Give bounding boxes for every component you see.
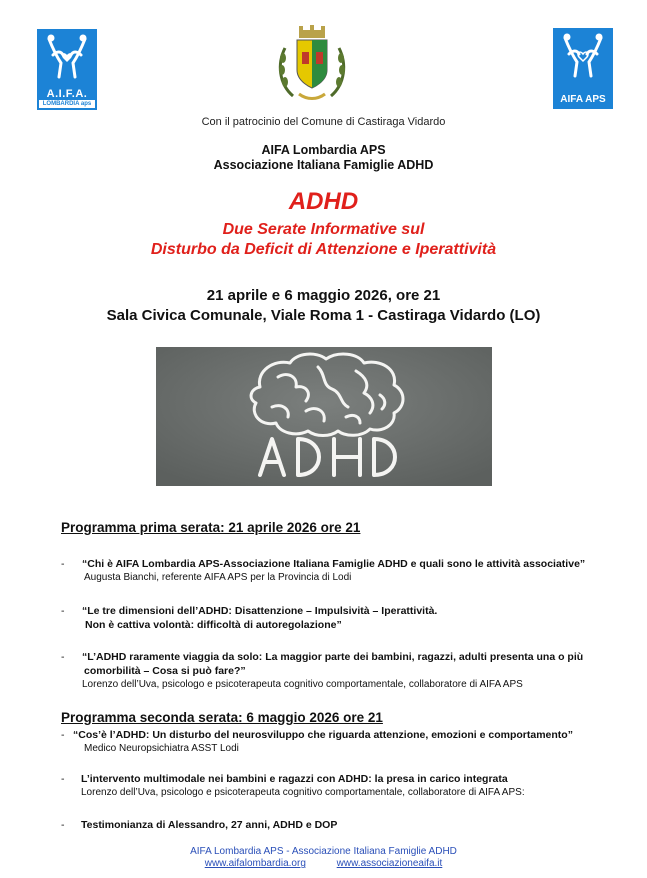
aifa-lombardia-logo [37,29,97,110]
program2-heading: Programma seconda serata: 6 maggio 2026 ore 21 [61,710,383,725]
logo-left-text: A.I.F.A. [46,88,88,100]
program1-item-3: - “L’ADHD raramente viaggia da solo: La maggior parte dei bambini, ragazzi, adulti presenta una o più comorbilità – Cosa si può fare?” Lorenzo dell’Uva, psicologo e psicoterapeuta cognitivo comportamentale, collaboratore di AIFA APS [61,650,621,692]
page-title: ADHD [288,188,359,215]
page-subtitle-line2: Disturbo da Deficit di Attenzione e Iperattività [150,241,497,258]
program2-item-2: - L’intervento multimodale nei bambini e ragazzi con ADHD: la presa in carico integrata Lorenzo dell’Uva, psicologo e psicoterapeuta cognitivo comportamentale, collaboratore di AIFA APS: [61,772,621,800]
adhd-chalkboard-image [156,347,492,486]
aifa-figures-icon [559,32,607,78]
aifa-figures-icon [43,33,91,79]
program1-item-2: - “Le tre dimensioni dell’ADHD: Disattenzione – Impulsività – Iperattività. Non è cattiva volontà: difficoltà di autoregolazione” [61,604,621,632]
page-subtitle-line1: Due Serate Informative sul [222,221,425,238]
program1-item-1: - “Chi è AIFA Lombardia APS-Associazione Italiana Famiglie ADHD e quali sono le attività associative” Augusta Bianchi, referente AIFA APS per la Provincia di Lodi [61,557,621,585]
event-dates: 21 aprile e 6 maggio 2026, ore 21 [206,287,441,304]
program1-heading: Programma prima serata: 21 aprile 2026 ore 21 [61,520,361,535]
logo-right-text: AIFA APS [560,94,606,105]
program2-item-2-title: L’intervento multimodale nei bambini e ragazzi con ADHD: la presa in carico integrata [81,773,508,785]
organization-full-name: Associazione Italiana Famiglie ADHD [213,158,434,172]
footer-links [0,858,647,869]
patronage-text: Con il patrocinio del Comune di Castiraga Vidardo [201,116,446,128]
program2-item-1-speaker: Medico Neuropsichiatra ASST Lodi [84,743,239,754]
footer-organization: AIFA Lombardia APS - Associazione Italiana Famiglie ADHD [190,846,457,857]
program1-item-1-speaker: Augusta Bianchi, referente AIFA APS per la Provincia di Lodi [84,572,352,583]
aifa-aps-logo [553,28,613,109]
program1-item-3-title-cont: comorbilità – Cosa si può fare?” [84,665,246,677]
footer-link-aifalombardia[interactable]: www.aifalombardia.org [204,858,306,869]
footer-link-associazioneaifa[interactable]: www.associazioneaifa.it [336,858,443,869]
program2-item-3: - Testimonianza di Alessandro, 27 anni, ADHD e DOP [61,818,621,832]
event-venue: Sala Civica Comunale, Viale Roma 1 - Castiraga Vidardo (LO) [106,307,541,324]
program1-item-2-title-cont: Non è cattiva volontà: difficoltà di autoregolazione” [85,619,342,631]
program1-item-3-title: “L’ADHD raramente viaggia da solo: La maggior parte dei bambini, ragazzi, adulti presenta una o più [82,651,584,663]
municipal-crest-icon [273,24,351,106]
program1-item-3-speaker: Lorenzo dell’Uva, psicologo e psicoterapeuta cognitivo comportamentale, collaboratore di AIFA APS [82,679,523,690]
organization-name: AIFA Lombardia APS [261,143,386,157]
brain-chalk-icon [156,347,492,486]
logo-left-subtext: LOMBARDIA aps [39,100,95,108]
program2-item-3-title: Testimonianza di Alessandro, 27 anni, ADHD e DOP [81,819,338,831]
program2-item-2-speaker: Lorenzo dell’Uva, psicologo e psicoterapeuta cognitivo comportamentale, collaboratore di AIFA APS: [81,787,525,798]
municipal-crest [273,24,351,106]
program1-item-1-title: “Chi è AIFA Lombardia APS-Associazione Italiana Famiglie ADHD e quali sono le attività associative” [82,558,586,570]
program1-item-2-title: “Le tre dimensioni dell’ADHD: Disattenzione – Impulsività – Iperattività. [82,605,438,617]
program2-item-1-title: “Cos’è l’ADHD: Un disturbo del neurosviluppo che riguarda attenzione, emozioni e comportamento” [73,729,573,741]
program2-item-1: - “Cos’è l’ADHD: Un disturbo del neurosviluppo che riguarda attenzione, emozioni e comportamento” Medico Neuropsichiatra ASST Lodi [61,728,621,756]
